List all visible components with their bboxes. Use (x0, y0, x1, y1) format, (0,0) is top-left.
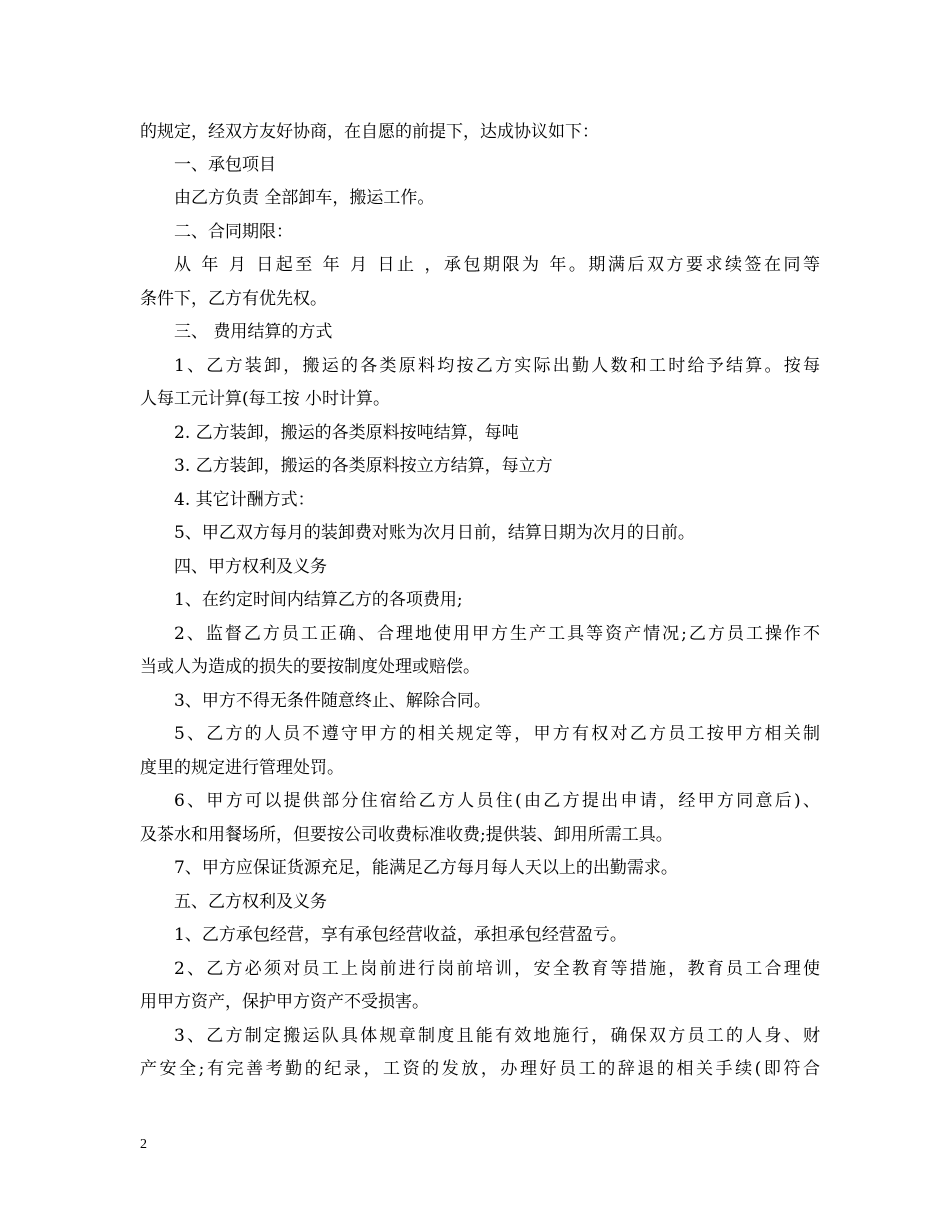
text-line: 5、乙方的人员不遵守甲方的相关规定等，甲方有权对乙方员工按甲方相关制 (174, 724, 820, 744)
page-number: 2 (140, 1137, 147, 1152)
text-line: 2、监督乙方员工正确、合理地使用甲方生产工具等资产情况;乙方员工操作不 (174, 624, 820, 644)
text-line: 3、甲方不得无条件随意终止、解除合同。 (174, 691, 491, 711)
text-line: 用甲方资产，保护甲方资产不受损害。 (140, 992, 429, 1012)
text-line: 的规定，经双方友好协商，在自愿的前提下，达成协议如下： (140, 122, 599, 142)
text-line: 1、在约定时间内结算乙方的各项费用; (174, 590, 463, 610)
text-line: 1、乙方装卸，搬运的各类原料均按乙方实际出勤人数和工时给予结算。按每 (174, 356, 820, 376)
text-line: 由乙方负责 全部卸车，搬运工作。 (174, 188, 435, 208)
text-line: 6、甲方可以提供部分住宿给乙方人员住(由乙方提出申请，经甲方同意后)、 (174, 791, 820, 811)
section-heading: 三、 费用结算的方式 (174, 322, 333, 342)
text-line: 条件下，乙方有优先权。 (140, 289, 327, 309)
text-line: 人每工元计算(每工按 小时计算。 (140, 389, 391, 409)
section-heading: 四、甲方权利及义务 (174, 557, 327, 577)
text-line: 3. 乙方装卸，搬运的各类原料按立方结算，每立方 (174, 456, 553, 476)
text-line: 产安全;有完善考勤的纪录，工资的发放，办理好员工的辞退的相关手续(即符合 (140, 1059, 820, 1079)
section-heading: 五、乙方权利及义务 (174, 892, 327, 912)
text-line: 度里的规定进行管理处罚。 (140, 758, 344, 778)
text-line: 1、乙方承包经营，享有承包经营收益，承担承包经营盈亏。 (174, 925, 627, 945)
text-line: 2. 乙方装卸，搬运的各类原料按吨结算，每吨 (174, 423, 519, 443)
text-line: 及茶水和用餐场所，但要按公司收费标准收费;提供装、卸用所需工具。 (140, 825, 673, 845)
section-heading: 一、承包项目 (174, 155, 276, 175)
text-line: 2、乙方必须对员工上岗前进行岗前培训，安全教育等措施，教育员工合理使 (174, 959, 820, 979)
text-line: 5、甲乙双方每月的装卸费对账为次月日前，结算日期为次月的日前。 (174, 523, 695, 543)
text-line: 7、甲方应保证货源充足，能满足乙方每月每人天以上的出勤需求。 (174, 858, 678, 878)
text-line: 从 年 月 日起至 年 月 日止 ，承包期限为 年。期满后双方要求续签在同等 (174, 255, 820, 275)
section-heading: 二、合同期限： (174, 222, 293, 242)
text-line: 4. 其它计酬方式： (174, 490, 315, 510)
text-line: 3、乙方制定搬运队具体规章制度且能有效地施行，确保双方员工的人身、财 (174, 1026, 820, 1046)
text-line: 当或人为造成的损失的要按制度处理或赔偿。 (140, 657, 480, 677)
